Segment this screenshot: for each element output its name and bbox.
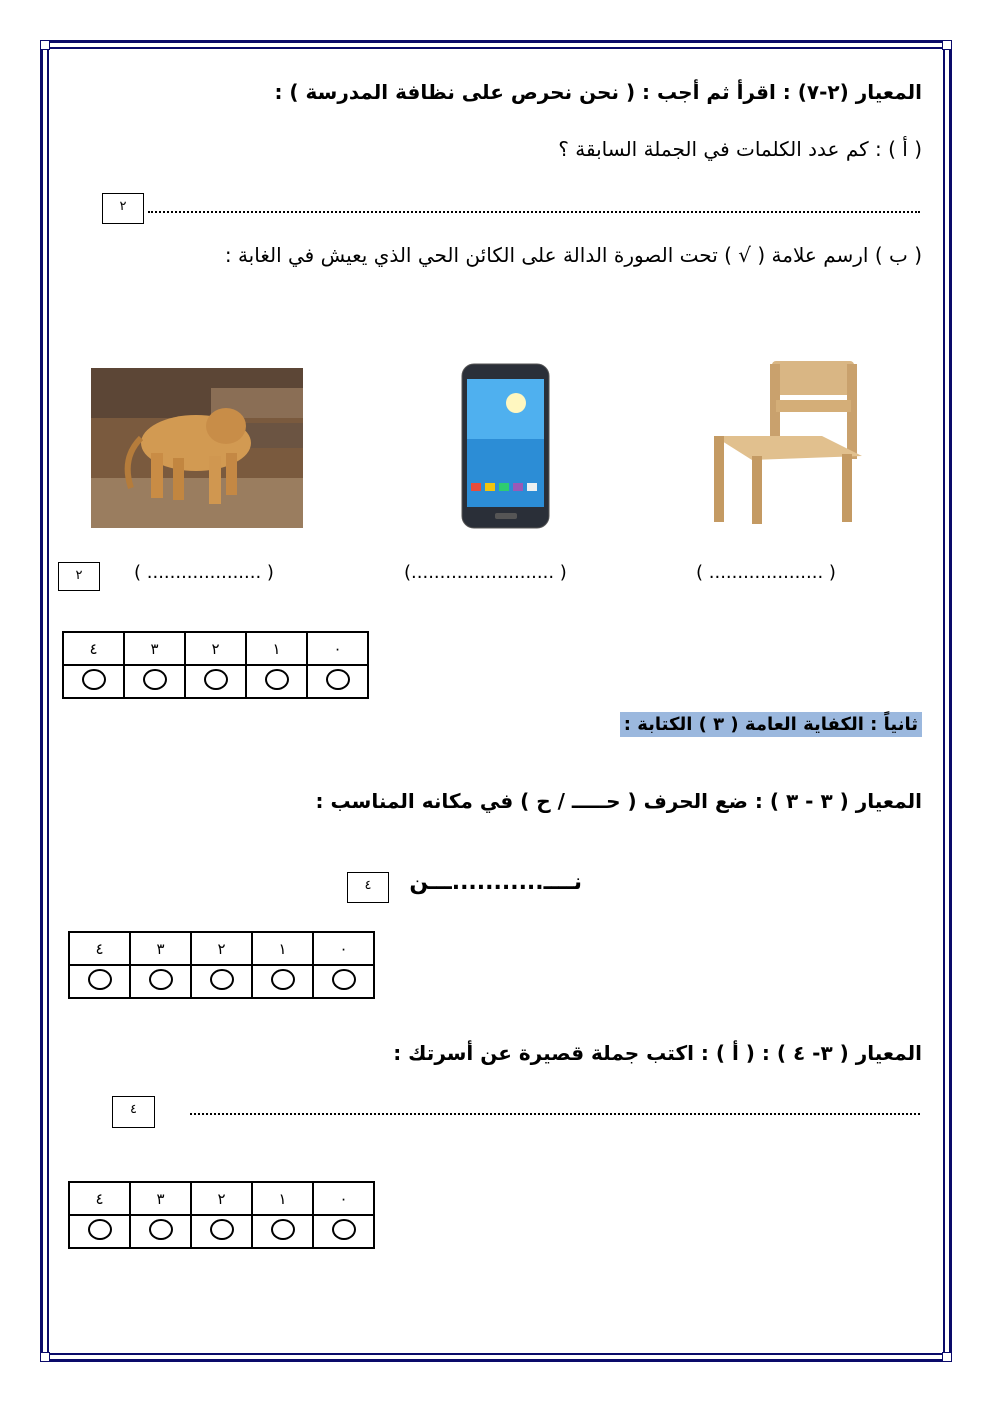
score-circle[interactable] xyxy=(82,669,106,690)
q2-word-blank[interactable]: نــــ...........ـــن xyxy=(409,870,582,895)
answer-slot-phone[interactable]: (......................... ) xyxy=(404,562,567,583)
score-circle[interactable] xyxy=(332,969,356,990)
chair-image xyxy=(712,356,864,526)
rubric-table xyxy=(68,1181,375,1249)
q3-mark-box: ٤ xyxy=(112,1096,155,1128)
answer-slot-chair[interactable]: ( .................... ) xyxy=(696,562,836,583)
score-label: ٢ xyxy=(191,932,252,965)
corner-ornament xyxy=(942,1352,952,1362)
q2-mark-box: ٤ xyxy=(347,872,389,903)
score-label: ٢ xyxy=(185,632,246,665)
score-option[interactable] xyxy=(246,665,307,698)
corner-ornament xyxy=(40,1352,50,1362)
score-option[interactable] xyxy=(252,965,313,998)
score-option[interactable] xyxy=(124,665,185,698)
score-circle[interactable] xyxy=(265,669,289,690)
score-label: ١ xyxy=(246,632,307,665)
score-circle[interactable] xyxy=(149,969,173,990)
corner-ornament xyxy=(40,40,50,50)
section2-heading-text: ثانياً : الكفاية العامة ( ٣ ) الكتابة : xyxy=(620,712,922,737)
score-option[interactable] xyxy=(130,1215,191,1248)
score-label: ٣ xyxy=(130,932,191,965)
score-circle[interactable] xyxy=(271,969,295,990)
score-label: ٠ xyxy=(307,632,368,665)
q1-part-a-mark-box: ٢ xyxy=(102,193,144,224)
score-option[interactable] xyxy=(130,965,191,998)
score-option[interactable] xyxy=(69,1215,130,1248)
score-label: ٢ xyxy=(191,1182,252,1215)
score-option[interactable] xyxy=(69,965,130,998)
score-circle[interactable] xyxy=(332,1219,356,1240)
q3-answer-line[interactable] xyxy=(190,1113,920,1115)
score-option[interactable] xyxy=(63,665,124,698)
q2-standard-heading: المعيار ( ٣ - ٣ ) : ضع الحرف ( حـــــ / ح ) في مكانه المناسب : xyxy=(315,789,922,813)
score-label: ١ xyxy=(252,1182,313,1215)
q1-part-b-mark-box: ٢ xyxy=(58,562,100,591)
score-label: ٣ xyxy=(130,1182,191,1215)
score-option[interactable] xyxy=(185,665,246,698)
score-circle[interactable] xyxy=(149,1219,173,1240)
score-circle[interactable] xyxy=(271,1219,295,1240)
score-label: ٠ xyxy=(313,1182,374,1215)
score-option[interactable] xyxy=(191,1215,252,1248)
score-label: ٠ xyxy=(313,932,374,965)
q1-part-a-answer-line[interactable] xyxy=(148,211,920,213)
score-circle[interactable] xyxy=(88,1219,112,1240)
score-option[interactable] xyxy=(307,665,368,698)
smartphone-image xyxy=(461,363,550,529)
corner-ornament xyxy=(942,40,952,50)
score-circle[interactable] xyxy=(204,669,228,690)
score-circle[interactable] xyxy=(210,969,234,990)
q1-part-a: ( أ ) : كم عدد الكلمات في الجملة السابقة ؟ xyxy=(558,137,922,161)
q3-standard-heading: المعيار ( ٣- ٤ ) : ( أ ) : اكتب جملة قصيرة عن أسرتك : xyxy=(393,1041,922,1065)
lioness-image xyxy=(91,368,303,528)
rubric-table xyxy=(68,931,375,999)
score-circle[interactable] xyxy=(88,969,112,990)
section2-heading xyxy=(620,714,922,735)
answer-slot-lioness[interactable]: ( .................... ) xyxy=(134,562,274,583)
score-circle[interactable] xyxy=(143,669,167,690)
score-option[interactable] xyxy=(252,1215,313,1248)
score-circle[interactable] xyxy=(326,669,350,690)
score-label: ٤ xyxy=(63,632,124,665)
score-label: ١ xyxy=(252,932,313,965)
q1-standard-heading: المعيار (٢-٧) : اقرأ ثم أجب : ( نحن نحرص على نظافة المدرسة ) : xyxy=(274,80,922,104)
score-circle[interactable] xyxy=(210,1219,234,1240)
score-label: ٤ xyxy=(69,1182,130,1215)
rubric-table xyxy=(62,631,369,699)
score-option[interactable] xyxy=(313,1215,374,1248)
score-option[interactable] xyxy=(313,965,374,998)
score-label: ٤ xyxy=(69,932,130,965)
score-label: ٣ xyxy=(124,632,185,665)
q1-part-b: ( ب ) ارسم علامة ( √ ) تحت الصورة الدالة على الكائن الحي الذي يعيش في الغابة : xyxy=(224,243,922,267)
score-option[interactable] xyxy=(191,965,252,998)
